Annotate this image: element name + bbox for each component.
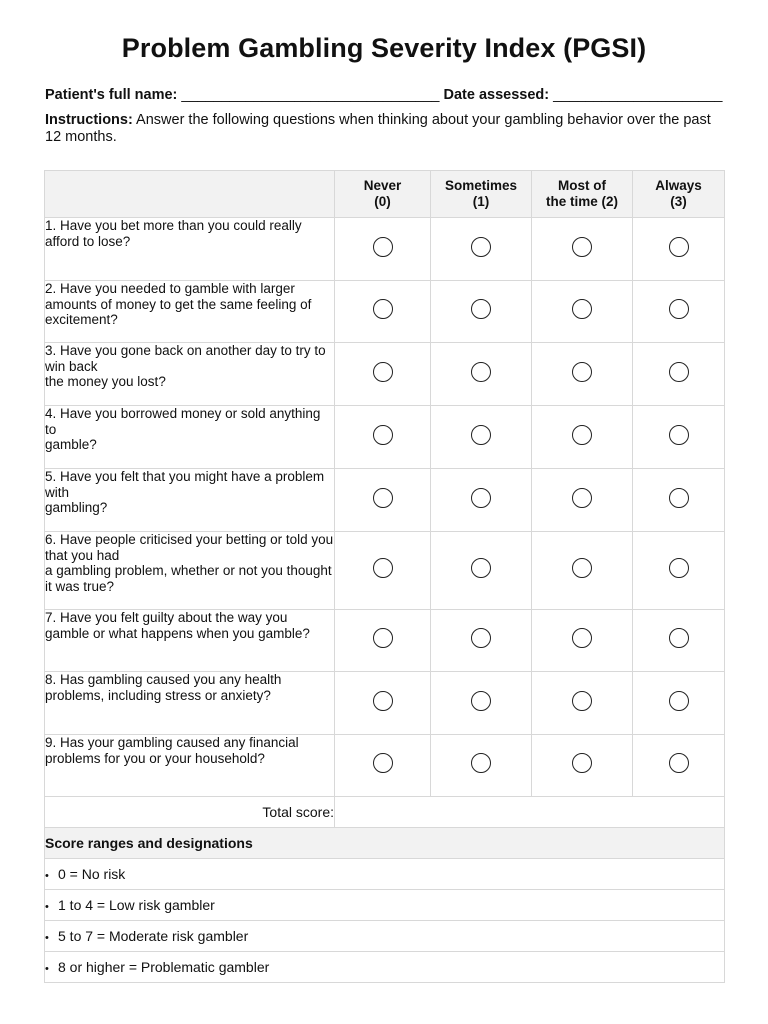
column-header-never: Never (0) (335, 171, 431, 218)
q6-radio-most-of[interactable] (572, 558, 592, 578)
question-text: 3. Have you gone back on another day to try to win back the money you lost? (45, 343, 335, 406)
total-score-row (45, 797, 725, 828)
score-range-item (45, 952, 725, 983)
q8-radio-never[interactable] (373, 691, 393, 711)
q2-radio-never[interactable] (373, 299, 393, 319)
option-cell (633, 343, 725, 406)
q9-radio-always[interactable] (669, 753, 689, 773)
score-range-item (45, 859, 725, 890)
patient-fields (45, 87, 735, 103)
q1-radio-most-of[interactable] (572, 237, 592, 257)
option-cell (633, 735, 725, 797)
score-ranges-header-row (45, 828, 725, 859)
q7-radio-always[interactable] (669, 628, 689, 648)
question-row (45, 532, 725, 610)
q9-radio-never[interactable] (373, 753, 393, 773)
header-blank-cell (45, 171, 335, 218)
q2-radio-most-of[interactable] (572, 299, 592, 319)
header-row (45, 171, 725, 218)
option-cell (335, 735, 431, 797)
score-ranges-heading: Score ranges and designations (45, 828, 725, 859)
q8-radio-most-of[interactable] (572, 691, 592, 711)
q2-radio-sometimes[interactable] (471, 299, 491, 319)
q4-radio-never[interactable] (373, 425, 393, 445)
q4-radio-sometimes[interactable] (471, 425, 491, 445)
score-range-row (45, 890, 725, 921)
question-row (45, 672, 725, 735)
q8-radio-always[interactable] (669, 691, 689, 711)
q7-radio-most-of[interactable] (572, 628, 592, 648)
score-range-row (45, 952, 725, 983)
instructions-label: Instructions: (45, 112, 133, 128)
pgsi-table (44, 170, 725, 983)
question-row (45, 469, 725, 532)
score-range-text: 5 to 7 = Moderate risk gambler (58, 928, 249, 944)
q1-radio-sometimes[interactable] (471, 237, 491, 257)
q5-radio-always[interactable] (669, 488, 689, 508)
option-cell (633, 469, 725, 532)
option-cell (431, 610, 532, 672)
score-range-row (45, 859, 725, 890)
page-title: Problem Gambling Severity Index (PGSI) (121, 33, 647, 63)
q1-radio-never[interactable] (373, 237, 393, 257)
option-cell (532, 610, 633, 672)
option-cell (335, 343, 431, 406)
question-row (45, 281, 725, 343)
q6-radio-sometimes[interactable] (471, 558, 491, 578)
option-cell (532, 218, 633, 281)
question-text: 9. Has your gambling caused any financial problems for you or your household? (45, 735, 335, 797)
bullet-icon: • (45, 932, 49, 944)
question-row (45, 406, 725, 469)
question-row (45, 735, 725, 797)
q4-radio-most-of[interactable] (572, 425, 592, 445)
option-cell (431, 532, 532, 610)
option-cell (431, 406, 532, 469)
q1-radio-always[interactable] (669, 237, 689, 257)
score-range-text: 8 or higher = Problematic gambler (58, 959, 270, 975)
question-text: 6. Have people criticised your betting or told you that you had a gambling problem, whether or not you thought it was true? (45, 532, 335, 610)
option-cell (633, 218, 725, 281)
option-cell (532, 735, 633, 797)
q3-radio-never[interactable] (373, 362, 393, 382)
q4-radio-always[interactable] (669, 425, 689, 445)
question-row (45, 610, 725, 672)
q3-radio-most-of[interactable] (572, 362, 592, 382)
option-cell (633, 532, 725, 610)
column-header-sometimes: Sometimes (1) (431, 171, 532, 218)
patient-name-label: Patient's full name: (45, 87, 178, 103)
date-assessed-label: Date assessed: (443, 87, 550, 103)
question-row (45, 218, 725, 281)
bullet-icon: • (45, 870, 49, 882)
option-cell (431, 343, 532, 406)
question-text: 1. Have you bet more than you could really afford to lose? (45, 218, 335, 281)
score-range-row (45, 921, 725, 952)
option-cell (431, 281, 532, 343)
option-cell (335, 218, 431, 281)
option-cell (633, 406, 725, 469)
option-cell (532, 281, 633, 343)
option-cell (532, 532, 633, 610)
question-text: 7. Have you felt guilty about the way you gamble or what happens when you gamble? (45, 610, 335, 672)
column-header-most-of: Most of the time (2) (532, 171, 633, 218)
q8-radio-sometimes[interactable] (471, 691, 491, 711)
option-cell (431, 218, 532, 281)
option-cell (633, 281, 725, 343)
q3-radio-always[interactable] (669, 362, 689, 382)
question-text: 5. Have you felt that you might have a problem with gambling? (45, 469, 335, 532)
q6-radio-never[interactable] (373, 558, 393, 578)
option-cell (431, 469, 532, 532)
q6-radio-always[interactable] (669, 558, 689, 578)
question-text: 2. Have you needed to gamble with larger amounts of money to get the same feeling of excitement? (45, 281, 335, 343)
option-cell (335, 672, 431, 735)
q7-radio-sometimes[interactable] (471, 628, 491, 648)
instructions (45, 112, 721, 146)
option-cell (335, 406, 431, 469)
q9-radio-sometimes[interactable] (471, 753, 491, 773)
q5-radio-never[interactable] (373, 488, 393, 508)
q9-radio-most-of[interactable] (572, 753, 592, 773)
score-range-text: 0 = No risk (58, 866, 126, 882)
q7-radio-never[interactable] (373, 628, 393, 648)
option-cell (335, 281, 431, 343)
score-range-text: 1 to 4 = Low risk gambler (58, 897, 215, 913)
question-text: 4. Have you borrowed money or sold anything to gamble? (45, 406, 335, 469)
option-cell (335, 610, 431, 672)
option-cell (532, 469, 633, 532)
option-cell (532, 406, 633, 469)
total-score-field[interactable] (335, 797, 725, 828)
option-cell (532, 343, 633, 406)
option-cell (335, 532, 431, 610)
option-cell (633, 610, 725, 672)
q5-radio-sometimes[interactable] (471, 488, 491, 508)
option-cell (431, 672, 532, 735)
option-cell (532, 672, 633, 735)
q2-radio-always[interactable] (669, 299, 689, 319)
column-header-always: Always (3) (633, 171, 725, 218)
instructions-text: Answer the following questions when thinking about your gambling behavior over the past 12 months. (45, 112, 711, 145)
date-assessed-field[interactable]: _____________________ (553, 87, 723, 103)
q3-radio-sometimes[interactable] (471, 362, 491, 382)
question-text: 8. Has gambling caused you any health problems, including stress or anxiety? (45, 672, 335, 735)
score-range-item (45, 890, 725, 921)
option-cell (335, 469, 431, 532)
score-range-item (45, 921, 725, 952)
patient-name-field[interactable]: ________________________________ (181, 87, 440, 103)
bullet-icon: • (45, 901, 49, 913)
bullet-icon: • (45, 963, 49, 975)
option-cell (633, 672, 725, 735)
option-cell (431, 735, 532, 797)
question-row (45, 343, 725, 406)
total-score-label: Total score: (45, 797, 335, 828)
q5-radio-most-of[interactable] (572, 488, 592, 508)
